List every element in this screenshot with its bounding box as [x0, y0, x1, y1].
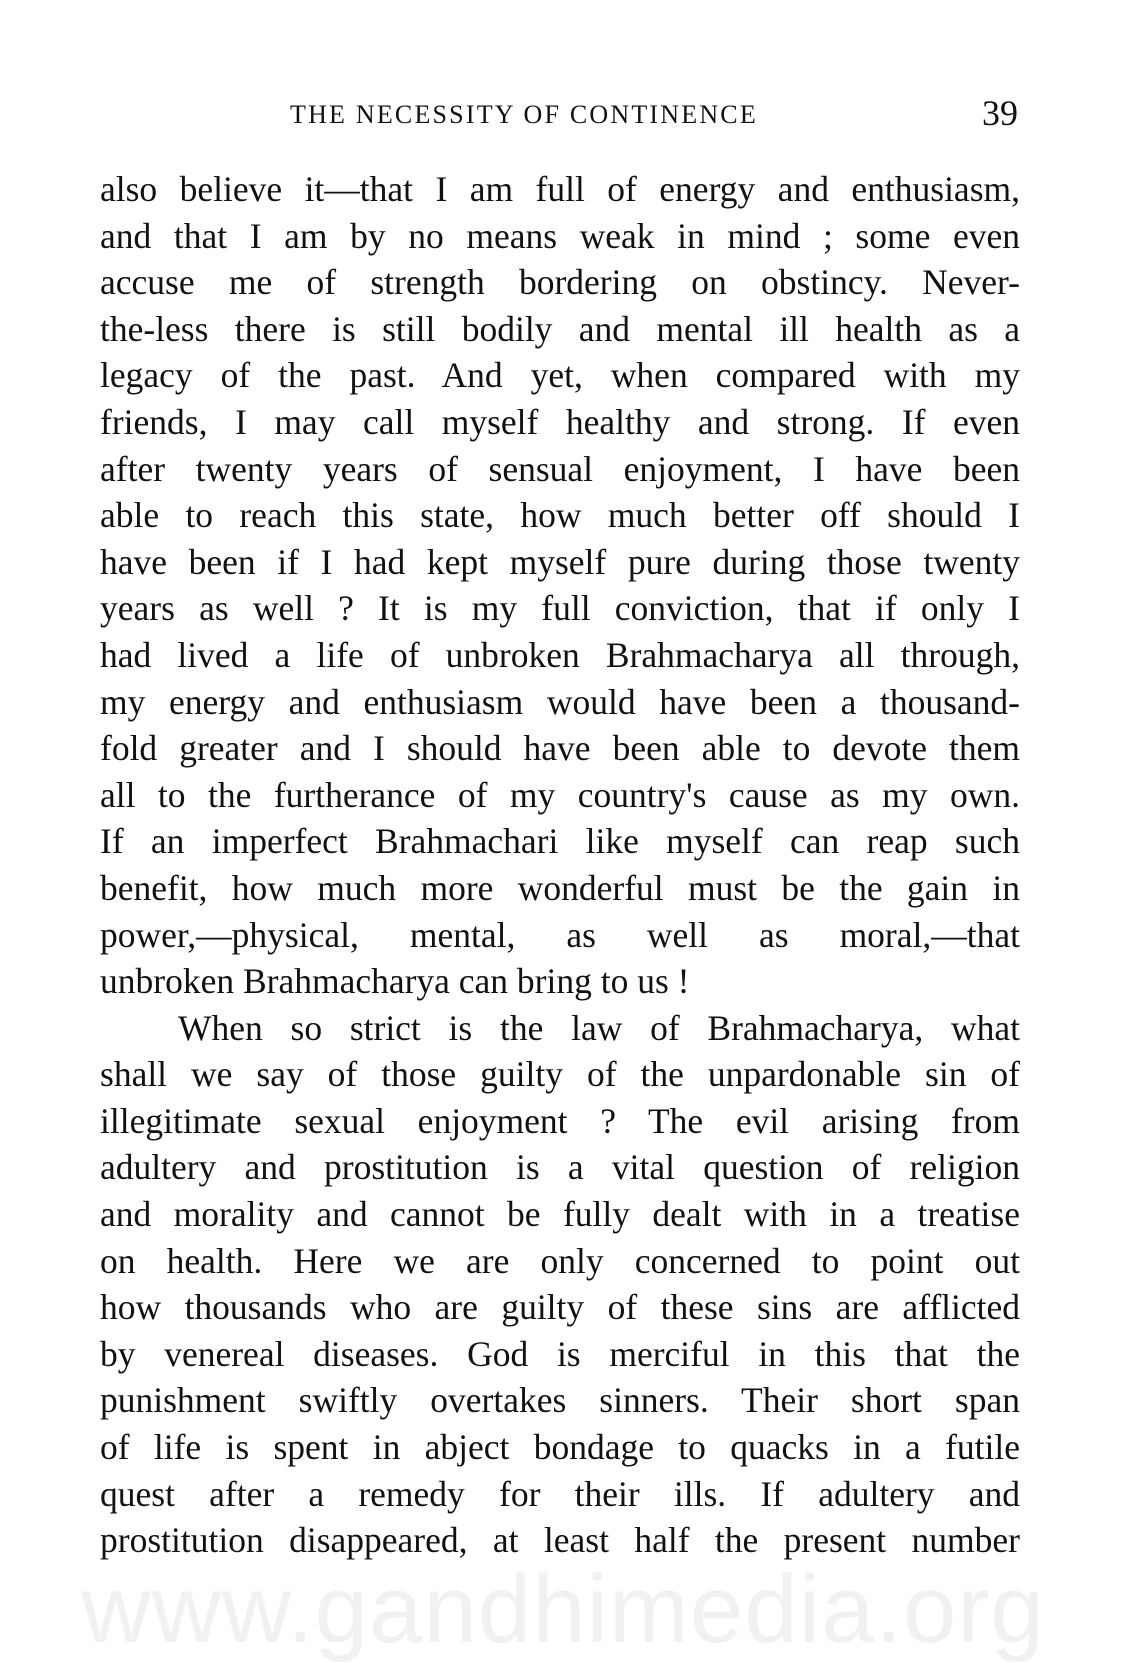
text-line: If an imperfect Brahmachari like myself can reap such	[100, 821, 1020, 862]
text-line: legacy of the past. And yet, when compared with my	[100, 355, 1020, 396]
text-line: had lived a life of unbroken Brahmacharya all through,	[100, 634, 1020, 675]
text-line: all to the furtherance of my country's cause as my own.	[100, 774, 1020, 815]
text-line: benefit, how much more wonderful must be the gain in	[100, 867, 1020, 908]
text-line: friends, I may call myself healthy and strong. If even	[100, 401, 1020, 442]
text-line: by venereal diseases. God is merciful in this that the	[100, 1333, 1020, 1374]
text-line: quest after a remedy for their ills. If adultery and	[100, 1473, 1020, 1514]
text-line: also believe it—that I am full of energy and enthusiasm,	[100, 169, 1020, 209]
text-line: years as well ? It is my full conviction, that if only I	[100, 588, 1020, 629]
text-line: how thousands who are guilty of these sins are afflicted	[100, 1287, 1020, 1328]
text-line: have been if I had kept myself pure during those twenty	[100, 541, 1020, 582]
text-line: the-less there is still bodily and mental ill health as a	[100, 308, 1020, 349]
paragraph-2	[100, 1005, 1020, 1564]
text-line: prostitution disappeared, at least half the present number	[100, 1520, 1020, 1561]
text-line: of life is spent in abject bondage to quacks in a futile	[100, 1427, 1020, 1468]
text-line: punishment swiftly overtakes sinners. Their short span	[100, 1380, 1020, 1421]
text-line: accuse me of strength bordering on obstincy. Never-	[100, 262, 1020, 303]
paragraph-1	[100, 166, 1020, 1005]
body-text	[100, 166, 1020, 1564]
text-line: unbroken Brahmacharya can bring to us !	[100, 961, 690, 1002]
text-line: and morality and cannot be fully dealt with in a treatise	[100, 1194, 1020, 1235]
text-line: after twenty years of sensual enjoyment, I have been	[100, 448, 1020, 489]
text-line: shall we say of those guilty of the unpardonable sin of	[100, 1054, 1020, 1095]
text-line: illegitimate sexual enjoyment ? The evil arising from	[100, 1100, 1020, 1141]
text-line: my energy and enthusiasm would have been a thousand-	[100, 681, 1020, 722]
text-line: and that I am by no means weak in mind ; some even	[100, 215, 1020, 256]
watermark: www.gandhimedia.org	[81, 1556, 1045, 1663]
text-line: able to reach this state, how much better off should I	[100, 495, 1020, 536]
text-line: adultery and prostitution is a vital question of religion	[100, 1147, 1020, 1188]
running-title: THE NECESSITY OF CONTINENCE	[290, 100, 758, 129]
text-line: power,—physical, mental, as well as moral,—that	[100, 914, 1020, 955]
text-line: When so strict is the law of Brahmacharya, what	[178, 1007, 1020, 1048]
text-line: on health. Here we are only concerned to point out	[100, 1240, 1020, 1281]
page-number: 39	[982, 93, 1018, 133]
text-line: fold greater and I should have been able to devote them	[100, 728, 1020, 769]
